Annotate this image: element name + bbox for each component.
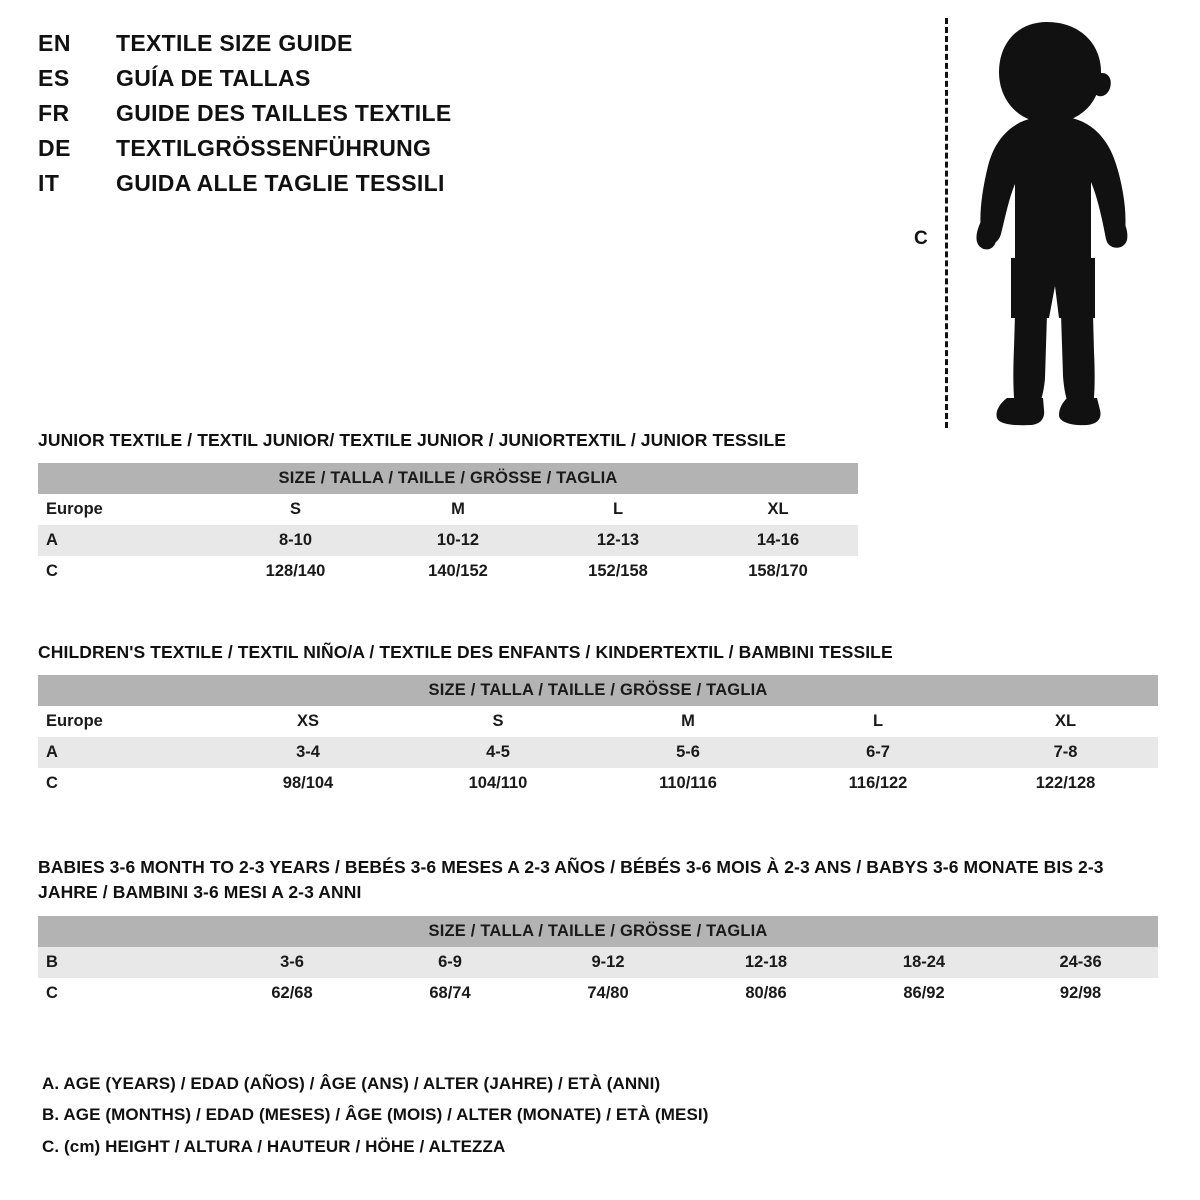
cell: M bbox=[378, 494, 538, 525]
cell: 86/92 bbox=[845, 978, 1003, 1009]
legend-line-age-years: A. AGE (YEARS) / EDAD (AÑOS) / ÂGE (ANS) / ALTER (JAHRE) / ETÀ (ANNI) bbox=[42, 1074, 661, 1093]
cell: XS bbox=[213, 706, 403, 737]
row-label: C bbox=[38, 556, 213, 587]
header-lang-code: DE bbox=[38, 135, 71, 161]
cell: M bbox=[593, 706, 783, 737]
height-measure-figure bbox=[900, 10, 1160, 430]
cell: L bbox=[538, 494, 698, 525]
table-band-header bbox=[38, 675, 1158, 706]
cell: 12-13 bbox=[538, 525, 698, 556]
cell: 3-4 bbox=[213, 737, 403, 768]
cell: 10-12 bbox=[378, 525, 538, 556]
header-lang-code: ES bbox=[38, 65, 70, 91]
cell: 92/98 bbox=[1003, 978, 1158, 1009]
cell: 158/170 bbox=[698, 556, 858, 587]
band-label: SIZE / TALLA / TAILLE / GRÖSSE / TAGLIA bbox=[38, 675, 1158, 706]
table-row bbox=[38, 525, 858, 556]
section-title: BABIES 3-6 MONTH TO 2-3 YEARS / BEBÉS 3-6 MESES A 2-3 AÑOS / BÉBÉS 3-6 MOIS À 2-3 ANS / BABYS 3-6 MONATE BIS 2-3 JAHRE / BAMBINI 3-6 MESI A 2-3 ANNI bbox=[38, 857, 1104, 903]
legend-line-age-months: B. AGE (MONTHS) / EDAD (MESES) / ÂGE (MOIS) / ALTER (MONATE) / ETÀ (MESI) bbox=[42, 1105, 709, 1125]
header-title-text: GUIDE DES TAILLES TEXTILE bbox=[116, 100, 452, 126]
size-table-children bbox=[38, 675, 1158, 799]
header-lang-code: EN bbox=[38, 30, 71, 56]
table-row bbox=[38, 556, 858, 587]
row-label: B bbox=[38, 947, 213, 978]
table-row bbox=[38, 706, 1158, 737]
cell: 5-6 bbox=[593, 737, 783, 768]
cell: 6-7 bbox=[783, 737, 973, 768]
cell: 6-9 bbox=[371, 947, 529, 978]
header-title-text: TEXTILGRÖSSENFÜHRUNG bbox=[116, 135, 432, 161]
row-label: C bbox=[38, 768, 213, 799]
cell: 4-5 bbox=[403, 737, 593, 768]
legend-line-height: C. (cm) HEIGHT / ALTURA / HAUTEUR / HÖHE / ALTEZZA bbox=[42, 1136, 506, 1156]
band-label: SIZE / TALLA / TAILLE / GRÖSSE / TAGLIA bbox=[38, 463, 858, 494]
legend-block bbox=[42, 1068, 1162, 1162]
row-label: Europe bbox=[38, 706, 213, 737]
cell: 110/116 bbox=[593, 768, 783, 799]
table-row bbox=[38, 737, 1158, 768]
header-row bbox=[38, 65, 658, 100]
size-table-junior bbox=[38, 463, 858, 587]
cell: 12-18 bbox=[687, 947, 845, 978]
table-row bbox=[38, 947, 1158, 978]
cell: 152/158 bbox=[538, 556, 698, 587]
cell: 122/128 bbox=[973, 768, 1158, 799]
cell: 24-36 bbox=[1003, 947, 1158, 978]
cell: 68/74 bbox=[371, 978, 529, 1009]
header-row bbox=[38, 100, 658, 135]
row-label: C bbox=[38, 978, 213, 1009]
table-row bbox=[38, 768, 1158, 799]
cell: 62/68 bbox=[213, 978, 371, 1009]
header-lang-code: FR bbox=[38, 100, 70, 126]
section-children bbox=[38, 640, 1166, 799]
cell: 8-10 bbox=[213, 525, 378, 556]
row-label: A bbox=[38, 525, 213, 556]
cell: 7-8 bbox=[973, 737, 1158, 768]
row-label: Europe bbox=[38, 494, 213, 525]
cell: 3-6 bbox=[213, 947, 371, 978]
header-row bbox=[38, 135, 658, 170]
cell: L bbox=[783, 706, 973, 737]
section-title: JUNIOR TEXTILE / TEXTIL JUNIOR/ TEXTILE JUNIOR / JUNIORTEXTIL / JUNIOR TESSILE bbox=[38, 430, 787, 450]
cell: 9-12 bbox=[529, 947, 687, 978]
child-silhouette-icon bbox=[955, 18, 1155, 435]
cell: 98/104 bbox=[213, 768, 403, 799]
cell: XL bbox=[698, 494, 858, 525]
band-label: SIZE / TALLA / TAILLE / GRÖSSE / TAGLIA bbox=[38, 916, 1158, 947]
row-label: A bbox=[38, 737, 213, 768]
cell: 80/86 bbox=[687, 978, 845, 1009]
header-row bbox=[38, 30, 658, 65]
header-title-text: GUÍA DE TALLAS bbox=[116, 65, 311, 91]
cell: 104/110 bbox=[403, 768, 593, 799]
cell: 74/80 bbox=[529, 978, 687, 1009]
cell: 14-16 bbox=[698, 525, 858, 556]
header-lang-code: IT bbox=[38, 170, 60, 196]
table-row bbox=[38, 978, 1158, 1009]
measure-label-c: C bbox=[914, 228, 928, 249]
cell: 128/140 bbox=[213, 556, 378, 587]
table-band-header bbox=[38, 916, 1158, 947]
size-table-babies bbox=[38, 916, 1158, 1009]
height-dashed-line bbox=[945, 18, 948, 428]
cell: S bbox=[403, 706, 593, 737]
cell: S bbox=[213, 494, 378, 525]
header-title-text: TEXTILE SIZE GUIDE bbox=[116, 30, 353, 56]
section-junior bbox=[38, 428, 1166, 587]
section-babies bbox=[38, 855, 1166, 1009]
cell: 140/152 bbox=[378, 556, 538, 587]
table-band-header bbox=[38, 463, 858, 494]
table-row bbox=[38, 494, 858, 525]
cell: 116/122 bbox=[783, 768, 973, 799]
header-row bbox=[38, 170, 658, 205]
cell: XL bbox=[973, 706, 1158, 737]
header-title-text: GUIDA ALLE TAGLIE TESSILI bbox=[116, 170, 445, 196]
cell: 18-24 bbox=[845, 947, 1003, 978]
language-title-block bbox=[38, 30, 658, 205]
section-title: CHILDREN'S TEXTILE / TEXTIL NIÑO/A / TEXTILE DES ENFANTS / KINDERTEXTIL / BAMBINI TESSILE bbox=[38, 642, 893, 662]
